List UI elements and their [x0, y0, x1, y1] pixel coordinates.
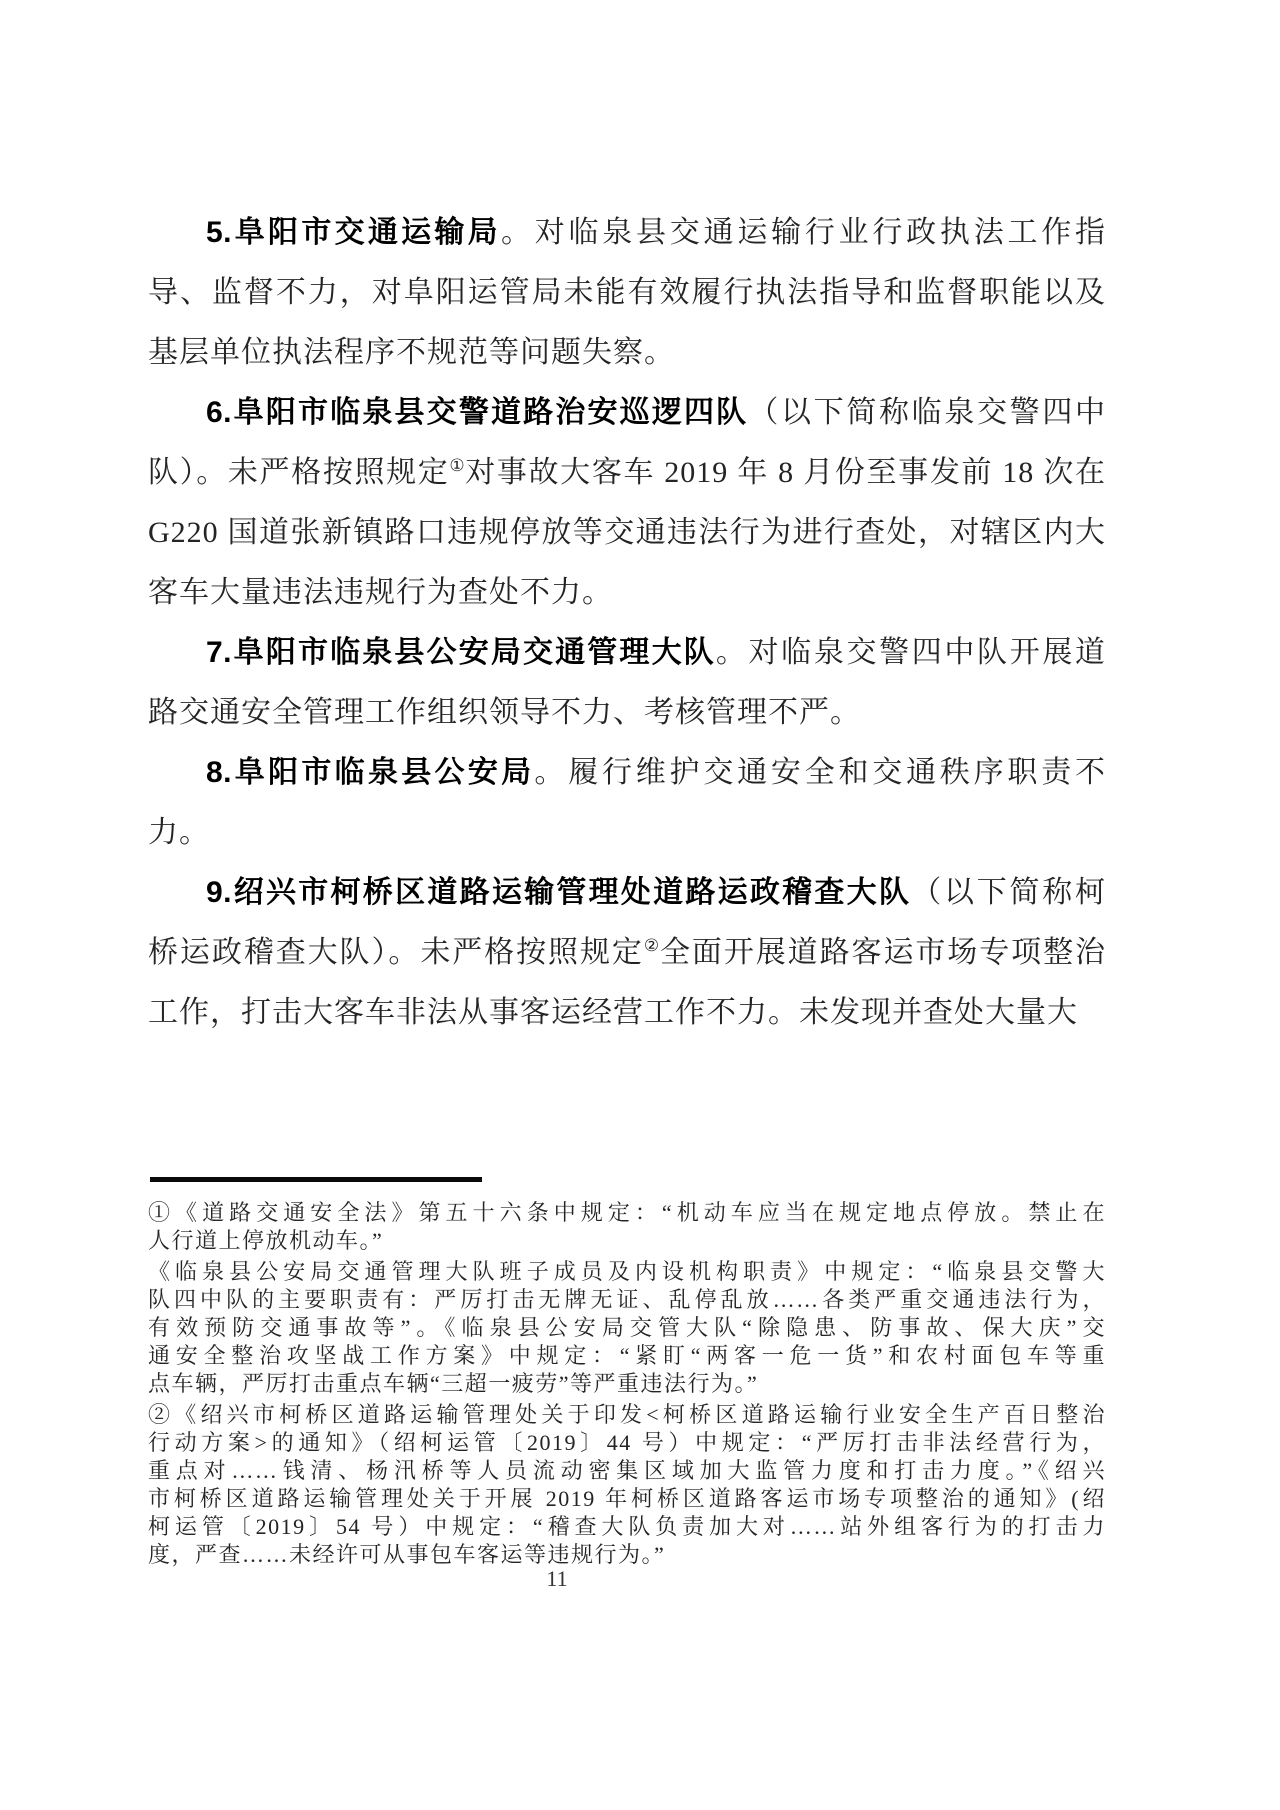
body-text-line — [148, 563, 1106, 623]
footnote-line — [148, 1314, 1106, 1342]
text-run: 。对临泉交警四中队开展道 — [715, 636, 1106, 669]
footnote-line — [148, 1342, 1106, 1370]
footnote-ref: ① — [449, 456, 466, 475]
body-text-line — [148, 743, 1106, 803]
body-text-section — [148, 203, 1106, 1043]
paragraph — [148, 863, 1106, 1043]
paragraph — [148, 1199, 1106, 1255]
text-run: 人行道上停放机动车。” — [148, 1228, 384, 1253]
body-text-line — [148, 623, 1106, 683]
text-run: 对事故大客车 2019 年 8 月份至事发前 18 次在 — [465, 456, 1107, 489]
accountable-entity-name: 9.绍兴市柯桥区道路运输管理处道路运政稽查大队 — [206, 876, 912, 909]
text-run: 基层单位执法程序不规范等问题失察。 — [148, 336, 675, 369]
text-run: 全面开展道路客运市场专项整治 — [659, 936, 1107, 969]
body-text-line — [148, 263, 1106, 323]
text-run: 队）。未严格按照规定 — [148, 456, 450, 489]
footnote-line — [148, 1199, 1106, 1227]
text-run: （以下简称临泉交警四中 — [748, 396, 1106, 429]
paragraph — [148, 383, 1106, 623]
body-text-line — [148, 383, 1106, 443]
footnote-line — [148, 1286, 1106, 1314]
paragraph — [148, 743, 1106, 863]
text-run: 度，严查……未经许可从事包车客运等违规行为。” — [148, 1542, 666, 1567]
text-run: 导、监督不力，对阜阳运管局未能有效履行执法指导和监督职能以及 — [148, 276, 1106, 309]
text-run: 桥运政稽查大队）。未严格按照规定 — [148, 936, 644, 969]
body-text-line — [148, 203, 1106, 263]
text-run: 力。 — [148, 816, 210, 849]
text-run: 有效预防交通事故等”。《临泉县公安局交管大队“除隐患、防事故、保大庆”交 — [148, 1315, 1106, 1340]
accountable-entity-name: 5.阜阳市交通运输局 — [206, 216, 501, 249]
footnote-line — [148, 1541, 1106, 1569]
body-text-line — [148, 503, 1106, 563]
footnote-line — [148, 1401, 1106, 1429]
text-run: 通安全整治攻坚战工作方案》中规定：“紧盯“两客一危一货”和农村面包车等重 — [148, 1343, 1106, 1368]
text-run: （以下简称柯 — [911, 876, 1106, 909]
page-number: 11 — [546, 1566, 568, 1591]
body-text-line — [148, 803, 1106, 863]
footnote-ref: ② — [643, 936, 660, 955]
body-text-line — [148, 443, 1106, 503]
footnote-line — [148, 1429, 1106, 1457]
paragraph — [148, 1401, 1106, 1569]
paragraph — [148, 203, 1106, 383]
paragraph — [148, 1258, 1106, 1398]
text-run: 行动方案>的通知》（绍柯运管〔2019〕44 号）中规定：“严厉打击非法经营行为， — [148, 1430, 1106, 1455]
paragraph — [148, 623, 1106, 743]
text-run: 点车辆，严厉打击重点车辆“三超一疲劳”等严重违法行为。” — [148, 1371, 759, 1396]
text-run: 《临泉县公安局交通管理大队班子成员及内设机构职责》中规定：“临泉县交警大 — [148, 1259, 1106, 1284]
text-run: ②《绍兴市柯桥区道路运输管理处关于印发<柯桥区道路运输行业安全生产百日整治 — [148, 1402, 1106, 1427]
body-text-line — [148, 983, 1106, 1043]
text-run: 队四中队的主要职责有：严厉打击无牌无证、乱停乱放……各类严重交通违法行为， — [148, 1287, 1106, 1312]
accountable-entity-name: 8.阜阳市临泉县公安局 — [206, 756, 535, 789]
text-run: 。对临泉县交通运输行业行政执法工作指 — [500, 216, 1106, 249]
text-run: 重点对……钱清、杨汛桥等人员流动密集区域加大监管力度和打击力度。”《绍兴 — [148, 1458, 1106, 1483]
footnote-line — [148, 1258, 1106, 1286]
footnote-separator — [150, 1177, 482, 1182]
text-run: 。履行维护交通安全和交通秩序职责不 — [534, 756, 1107, 789]
accountable-entity-name: 7.阜阳市临泉县公安局交通管理大队 — [206, 636, 716, 669]
footnote-line — [148, 1227, 1106, 1255]
body-text-line — [148, 863, 1106, 923]
body-text-line — [148, 323, 1106, 383]
text-run: 客车大量违法违规行为查处不力。 — [148, 576, 613, 609]
footnote-line — [148, 1485, 1106, 1513]
accountable-entity-name: 6.阜阳市临泉县交警道路治安巡逻四队 — [206, 396, 749, 429]
footnotes-section — [148, 1199, 1106, 1572]
footnote-line — [148, 1370, 1106, 1398]
footnote-line — [148, 1457, 1106, 1485]
text-run: 柯运管〔2019〕54 号）中规定：“稽查大队负责加大对……站外组客行为的打击力 — [148, 1514, 1106, 1539]
text-run: ①《道路交通安全法》第五十六条中规定：“机动车应当在规定地点停放。禁止在 — [148, 1200, 1106, 1225]
text-run: 市柯桥区道路运输管理处关于开展 2019 年柯桥区道路客运市场专项整治的通知》(绍 — [148, 1486, 1106, 1511]
text-run: 路交通安全管理工作组织领导不力、考核管理不严。 — [148, 696, 861, 729]
body-text-line — [148, 923, 1106, 983]
body-text-line — [148, 683, 1106, 743]
text-run: 工作，打击大客车非法从事客运经营工作不力。未发现并查处大量大 — [148, 996, 1078, 1029]
text-run: G220 国道张新镇路口违规停放等交通违法行为进行查处，对辖区内大 — [148, 516, 1106, 549]
footnote-line — [148, 1513, 1106, 1541]
